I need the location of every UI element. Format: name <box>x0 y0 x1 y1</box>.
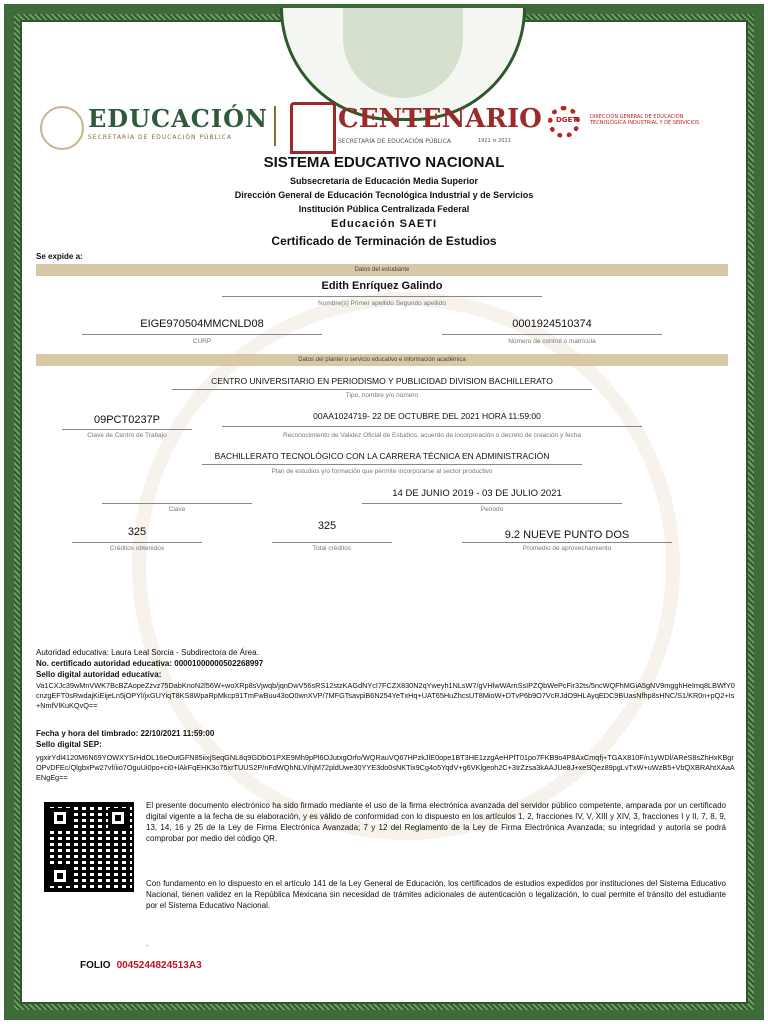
dgeti-logo <box>548 104 728 148</box>
school-name-label: Tipo, nombre y/o número <box>345 392 419 399</box>
folio-label: FOLIO <box>80 960 111 971</box>
subsecretaria: Subsecretaría de Educación Media Superior <box>289 176 479 186</box>
authority-seal: Va1CXJc39wMnVWK7BcBZAopeZzvz75DabKnoN2l56W+woXRp8sVjwqb/jqnDwV56sRS12stzKAGdNYcI7FCZX830N2qYweyh1NLsW7/gVHlwWArnSsIPZQbWePcFir32ts/5ncWQFhMGiA5gNV9mgghHeImq8LBWfY0cnzgEFT0sRwdajKiEijeLn5jOPYl/jxGUYiqT8KS8WpaRpMkcp91TmFwBuu43oO0wnXVP/7MFGTsavpiB6N254YeTxHq+UAT65HuZhcsUT8MioW+DTvP6b9O7VcRJdO9HLAyqEDC9BUasNfhp8sHNC/S1/KR0n+pQ2+Is+NmfVlKuKQvQ== <box>36 681 735 710</box>
qr-finder-top-right <box>108 808 128 828</box>
control-label: Número de control o matrícula <box>508 338 596 345</box>
credits-obtained: 325 <box>127 526 147 538</box>
legal-dot: . <box>146 939 149 948</box>
school-underline <box>172 389 592 390</box>
certificate-title: Certificado de Terminación de Estudios <box>271 234 497 248</box>
qr-finder-top-left <box>50 808 70 828</box>
dgeti-logo-text: DGETI <box>556 116 580 124</box>
centenario-logo-years: 1921 ≡ 2021 <box>478 138 511 144</box>
curp-label: CURP <box>192 338 212 345</box>
seal-emblem <box>343 8 463 98</box>
control-underline <box>442 334 662 335</box>
educacion-logo-subtext: SECRETARÍA DE EDUCACIÓN PÚBLICA <box>88 134 232 141</box>
educacion-logo <box>40 104 268 148</box>
qr-finder-bottom-left <box>50 866 70 886</box>
study-period: 14 DE JUNIO 2019 - 03 DE JULIO 2021 <box>392 488 562 499</box>
sep-seal: ygxirYdl4120M6N69YOWXYSrHdOL16eOutGFN85iixjSeqGNL8q9GDbO1PXE9Mh9pPl6OJutxgOrfo/WQRauVQ67HPzkJlE0ope1BT3HE1zzgAeHPfT01po7FKB9o4P8AxCmqfj+TGAX810F/n1yWDl/AReS8sZhHxKBgrOPvDFEc/QlgbxPw27vf/iio7OguUi0po+ci0+lAkFqEHK3o75xrTUUS2P/nFdWQhNLVIhjM72pldUwe30YYE3do0sNKTix9Cg4o5YqdV+g6VKlgeoh2C+3IrZzsa3kAAJUe8J+xeSQez89pgLvTxW+uWzB5+VbQXBRAhtXAaAENgEg== <box>36 753 735 782</box>
period-label: Periodo <box>480 506 504 513</box>
average-underline <box>462 542 672 543</box>
direccion-general: Dirección General de Educación Tecnológica Industrial y de Servicios <box>234 190 534 200</box>
cct-label: Clave de Centro de Trabajo <box>87 432 167 439</box>
clave-label: Clave <box>168 506 186 513</box>
centenario-logo-text: CENTENARIO <box>338 104 542 134</box>
folio <box>80 960 202 971</box>
rvoe-underline <box>222 426 642 427</box>
certificate-page <box>22 22 746 1002</box>
educacion-logo-text: EDUCACIÓN <box>88 104 268 133</box>
credits-label: Créditos obtenidos <box>109 545 165 552</box>
cct-value: 09PCT0237P <box>93 414 161 426</box>
curp-underline <box>82 334 322 335</box>
school-section-band: Datos del plantel o servicio educativo e información académica <box>36 354 728 366</box>
saeti-title: Educación SAETI <box>330 218 438 230</box>
student-name: Edith Enríquez Galindo <box>321 280 443 292</box>
study-program-label: Plan de estudios y/o formación que permite incorporarse al sector productivo <box>271 468 493 475</box>
centenario-logo <box>290 102 542 152</box>
total-underline <box>272 542 392 543</box>
authority-cert-number: No. certificado autoridad educativa: 00001000000502268997 <box>36 659 264 668</box>
rvoe-value: 00AA1024719- 22 DE OCTUBRE DEL 2021 HORA 11:59:00 <box>313 411 541 421</box>
period-underline <box>362 503 622 504</box>
qr-code[interactable] <box>44 802 134 892</box>
system-title: SISTEMA EDUCATIVO NACIONAL <box>263 154 505 171</box>
arch-icon <box>290 102 336 154</box>
centenario-logo-subtext: SECRETARÍA DE EDUCACIÓN PÚBLICA <box>338 138 451 145</box>
authority-line: Autoridad educativa: Laura Leal Sorcia - Subdirectora de Área. <box>36 648 259 657</box>
control-number: 0001924510374 <box>512 318 592 330</box>
total-credits: 325 <box>317 520 337 532</box>
curp-value: EIGE970504MMCNLD08 <box>140 318 264 330</box>
cct-underline <box>62 429 192 430</box>
legal-signature-text: El presente documento electrónico ha sido firmado mediante el uso de la firma electrónica avanzada del servidor público competente, amparada por un certificado digital vigente a la fecha de su elaboración, y es válido de conformidad con lo dispuesto en los artículos 1, 2, fracciones IV, V, XIII y XIV, 3, fracciones I y II, 7, 8, 9, 13, 14, 16 y 25 de la Ley de Firma Electrónica Avanzada; 7 y 12 del Reglamento de la Ley de Firma Electrónica Avanzada; su integridad y autoría se podrá comprobar por medio del código QR. <box>146 801 726 843</box>
student-section-band: Datos del estudiante <box>36 264 728 276</box>
authority-seal-label: Sello digital autoridad educativa: <box>36 670 162 679</box>
credits-underline <box>72 542 202 543</box>
rvoe-label: Reconocimiento de Validez Oficial de Estudios, acuerdo de incorporación o decreto de creación y fecha <box>283 432 581 439</box>
total-credits-label: Total créditos <box>312 545 352 552</box>
name-underline <box>222 296 542 297</box>
logo-divider <box>274 106 276 146</box>
dgeti-logo-subtext: DIRECCIÓN GENERAL DE EDUCACIÓN TECNOLÓGICA INDUSTRIAL Y DE SERVICIOS <box>590 114 700 126</box>
institution-type: Institución Pública Centralizada Federal <box>298 204 470 214</box>
issued-to-label: Se expide a: <box>36 252 83 261</box>
clave-underline <box>102 503 252 504</box>
shield-icon <box>40 106 84 150</box>
sep-seal-label: Sello digital SEP: <box>36 740 102 749</box>
folio-value: 0045244824513A3 <box>116 960 202 971</box>
average-value: 9.2 NUEVE PUNTO DOS <box>504 529 630 541</box>
school-name: CENTRO UNIVERSITARIO EN PERIODISMO Y PUBLICIDAD DIVISION BACHILLERATO <box>211 376 553 386</box>
program-underline <box>202 464 582 465</box>
average-label: Promedio de aprovechamiento <box>522 545 612 552</box>
study-program: BACHILLERATO TECNOLÓGICO CON LA CARRERA TÉCNICA EN ADMINISTRACIÓN <box>214 451 550 461</box>
stamp-date: Fecha y hora del timbrado: 22/10/2021 11:59:00 <box>36 729 215 738</box>
student-name-label: Nombre(s) Primer apellido Segundo apellido <box>318 300 446 307</box>
legal-validity-text: Con fundamento en lo dispuesto en el artículo 141 de la Ley General de Educación, los certificados de estudios expedidos por instituciones del Sistema Educativo Nacional, tienen validez en la República Mexicana sin necesidad de trámites adicionales de autenticación o legalización, lo cual permite el tránsito del estudiante por el Sistema Educativo Nacional. <box>146 879 726 910</box>
